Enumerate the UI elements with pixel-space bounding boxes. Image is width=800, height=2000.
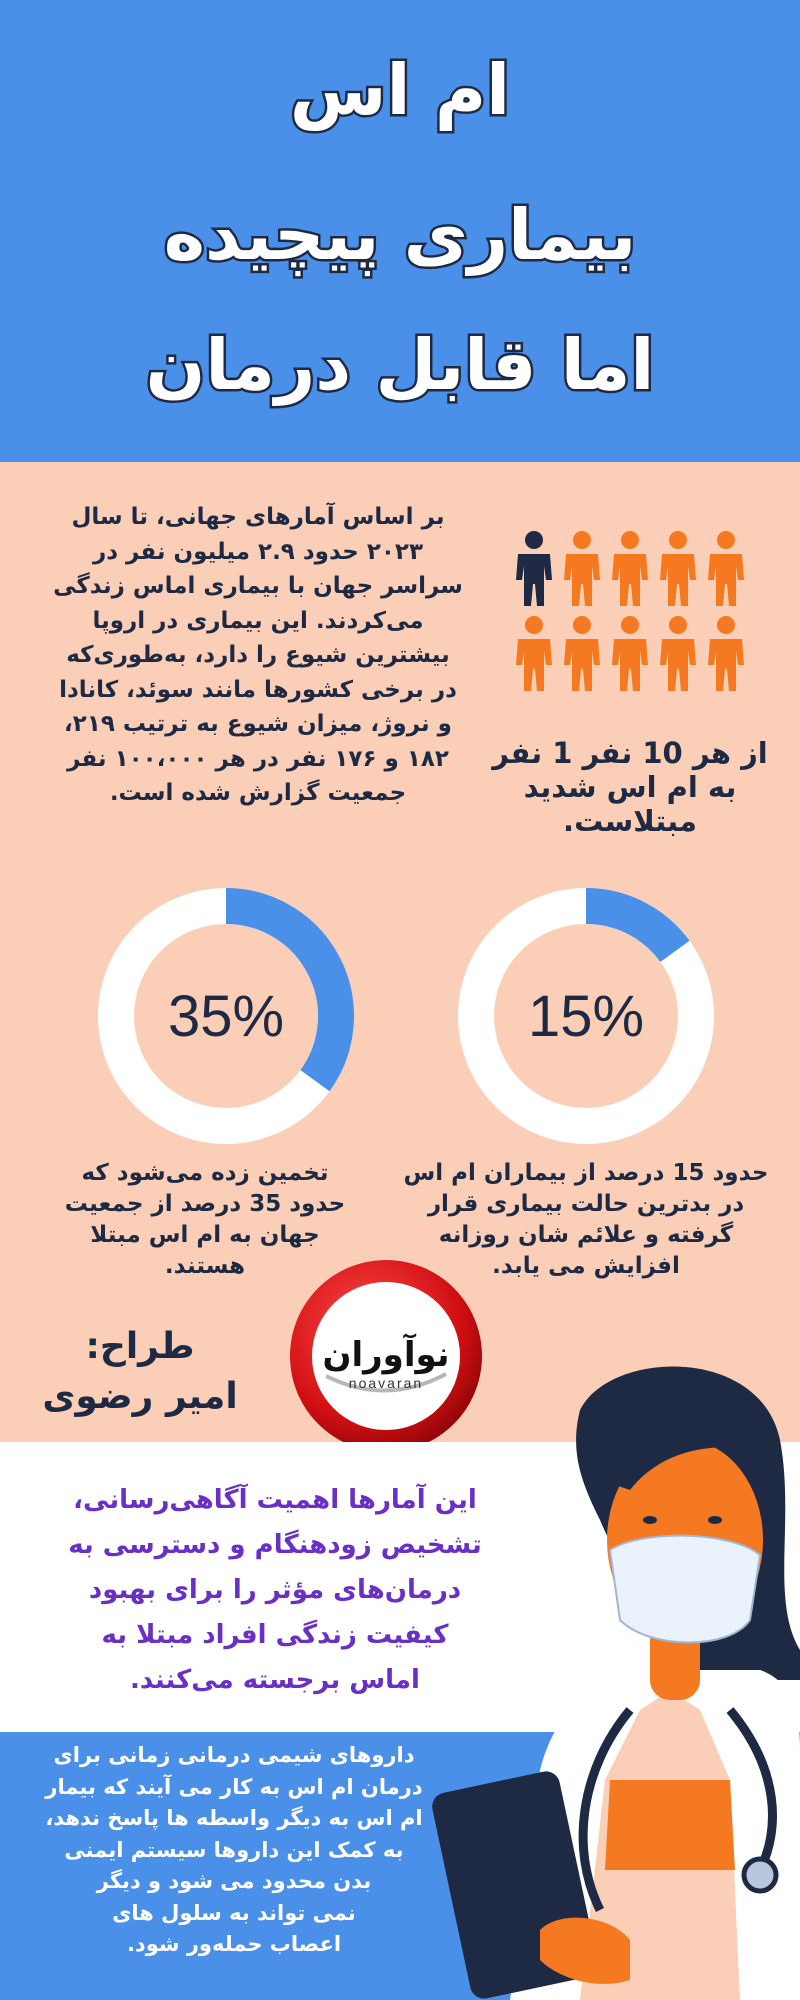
title-line-3: اما قابل درمان (145, 324, 655, 406)
designer-credit (30, 1322, 250, 1422)
title-line-2: بیماری پیچیده (163, 194, 637, 276)
intro-line: بر اساس آمارهای جهانی، تا سال (71, 504, 445, 530)
doctor-mask (610, 1536, 760, 1643)
doctor-eye-right (708, 1516, 722, 1524)
caption-line: افزایش می یابد. (492, 1253, 680, 1279)
intro-line: بیشترین شیوع را دارد، به‌طوری‌که (66, 642, 450, 668)
chemo-line: بدن محدود می شود و دیگر (96, 1869, 372, 1893)
awareness-line: این آمارها اهمیت آگاهی‌رسانی، (73, 1485, 477, 1515)
person-icon (708, 531, 744, 606)
caption-line: گرفته و علائم شان روزانه (438, 1222, 734, 1248)
awareness-line: کیفیت زندگی افراد مبتلا به (101, 1620, 449, 1650)
caption-line: تخمین زده می‌شود که (81, 1160, 329, 1186)
person-icon (516, 616, 552, 691)
doctor-eye-left (643, 1516, 657, 1524)
intro-line: سراسر جهان با بیماری اماس زندگی (53, 573, 463, 599)
ratio-line: به ام اس شدید (523, 770, 737, 804)
chemo-line: درمان ام اس به کار می آیند که بیمار (45, 1774, 423, 1799)
person-icon (564, 616, 600, 691)
person-icon (660, 531, 696, 606)
donut-chart-15 (456, 886, 716, 1146)
intro-line: ۲۰۲۳ حدود ۲.۹ میلیون نفر در (93, 538, 423, 565)
chemo-paragraph (14, 1740, 454, 1961)
designer-name: امیر رضوی (42, 1376, 238, 1417)
person-icon (612, 616, 648, 691)
person-icon (660, 616, 696, 691)
designer-label: طراح: (85, 1326, 195, 1367)
people-icon-grid (510, 530, 760, 700)
intro-paragraph (28, 500, 488, 811)
ratio-line: از هر 10 نفر 1 نفر (492, 736, 768, 770)
donut-value-arc (586, 906, 675, 951)
chemo-line: ام اس به دیگر واسطه ها پاسخ ندهد، (45, 1806, 423, 1830)
person-icon (564, 531, 600, 606)
intro-line: جمعیت گزارش شده است. (109, 780, 407, 806)
chemo-line: به کمک این داروها سیستم ایمنی (64, 1837, 404, 1862)
person-icon (612, 531, 648, 606)
donut-chart-35 (96, 886, 356, 1146)
chemo-line: داروهای شیمی درمانی زمانی برای (53, 1743, 415, 1767)
awareness-line: تشخیص زودهنگام و دسترسی به (68, 1530, 482, 1560)
ratio-line: مبتلاست. (563, 804, 697, 838)
donut-value-label: 15% (527, 984, 645, 1049)
intro-line: می‌کردند. این بیماری در اروپا (92, 607, 424, 634)
chemo-line: نمی تواند به سلول های (112, 1900, 356, 1925)
intro-line: ۱۸۲ و ۱۷۶ نفر در هر ۱۰۰،۰۰۰ نفر (67, 745, 449, 772)
caption-line: در بدترین حالت بیماری قرار (427, 1191, 745, 1217)
ratio-statement (490, 736, 770, 838)
title-line-1: ام اس (289, 49, 511, 131)
doctor-top (605, 1780, 735, 1870)
awareness-line: درمان‌های مؤثر را برای بهبود (88, 1575, 462, 1605)
logo-wordmark: نوآوران (322, 1335, 450, 1375)
doctor-illustration (430, 1350, 800, 2000)
person-icon (516, 531, 552, 606)
donut-value-label: 35% (167, 984, 285, 1049)
caption-line: جهان به ام اس مبتلا (90, 1222, 320, 1248)
stethoscope-chestpiece (744, 1859, 776, 1891)
header-banner (0, 0, 800, 462)
awareness-line: اماس برجسته می‌کنند. (130, 1665, 420, 1695)
logo-latin: noavaran (348, 1375, 424, 1391)
intro-line: و نروژ، میزان شیوع به ترتیب ۲۱۹، (64, 711, 452, 737)
intro-line: در برخی کشورها مانند سوئد، کانادا (59, 676, 457, 703)
chemo-line: اعصاب حمله‌ور شود. (126, 1932, 342, 1956)
caption-line: حدود 15 درصد از بیماران ام اس (403, 1160, 769, 1186)
caption-line: حدود 35 درصد از جمعیت (64, 1191, 346, 1217)
person-icon (708, 616, 744, 691)
caption-line: هستند. (164, 1253, 246, 1279)
